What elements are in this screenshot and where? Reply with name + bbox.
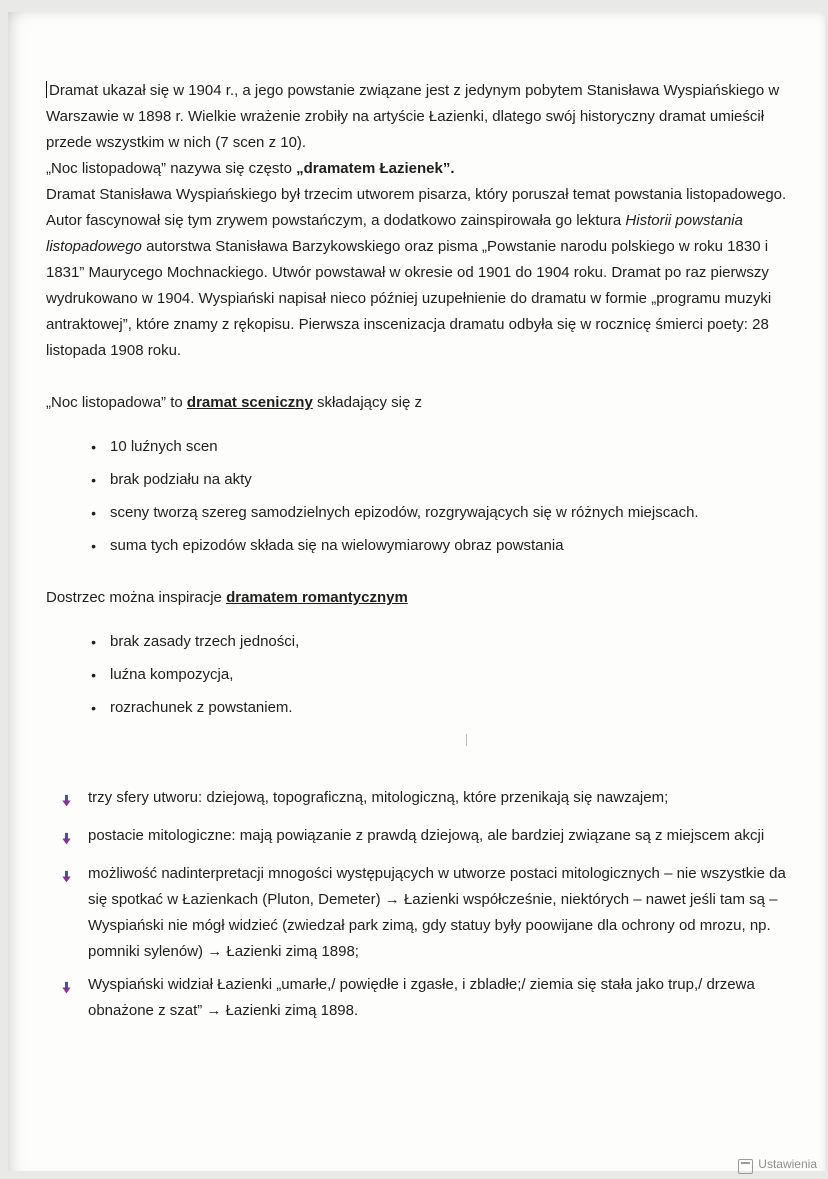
paragraph-intro [46,78,793,156]
heading-dramat-sceniczny [46,390,793,416]
list-item-text: brak podziału na akty [110,471,252,488]
list-item [46,662,793,688]
list-romantic-features [46,629,793,721]
bullet-dot-icon: • [91,505,96,521]
heading2-emphasis: dramatem romantycznym [226,589,408,606]
arrow-down-bullet-icon [46,785,88,816]
watermark-label: Ustawienia [758,1157,817,1171]
bullet-dot-icon: • [91,634,96,650]
noc-line-bold: „dramatem Łazienek”. [296,160,455,177]
heading1-emphasis: dramat sceniczny [186,394,313,411]
list-item-text: luźna kompozycja, [110,666,234,683]
list-item [46,972,793,1024]
list-item [46,629,793,655]
list-item-text: brak zasady trzech jedności, [110,633,300,650]
list-item-text: Wyspiański widział Łazienki „umarłe,/ powiędłe i zgasłe, i zbladłe;/ ziemia się stała jako trup,/ drzewa obnażone z szat” → Łazienki zimą 1898. [88,976,755,1019]
heading1-prefix: „Noc listopadowa” to [46,394,187,411]
bullet-dot-icon: • [91,472,96,488]
list-item [46,823,793,854]
list-item-text: sceny tworzą szereg samodzielnych epizodów, rozgrywających się w różnych miejscach. [110,504,699,521]
paragraph-history [46,182,793,364]
window-icon [738,1159,753,1174]
arrow-down-bullet-icon [46,972,88,1024]
list-item-text: suma tych epizodów składa się na wielowymiarowy obraz powstania [110,537,564,554]
heading-dramat-romantyczny [46,585,793,611]
list-item-text: możliwość nadinterpretacji mnogości występujących w utworze postaci mitologicznych – nie wszystkie da się spotkać w Łazienkach (Pluton, Demeter) → Łazienki współcześnie, niektórych – nawet jeśli tam są – Wyspiański nie mógł widzieć (zwiedzał park zimą, gdy statuy były poowijane dla ochrony od mrozu, np. pomniki sylenów) → Łazienki zimą 1898; [88,865,786,960]
bullet-dot-icon: • [91,439,96,455]
arrow-down-bullet-icon [46,861,88,965]
heading2-prefix: Dostrzec można inspiracje [46,589,227,606]
list-item [46,861,793,965]
scan-artifact [466,734,467,746]
list-item [46,467,793,493]
document-content [46,78,793,1031]
paragraph-history-part1: Dramat Stanisława Wyspiańskiego był trzecim utworem pisarza, który poruszał temat powstania listopadowego. Autor fascynował się tym zrywem powstańczym, a dodatkowo zainspirowała go lektura [46,186,787,229]
heading1-suffix: składający się z [312,394,423,411]
line-noc-listopadowa [46,156,793,182]
list-interpretation-notes [46,785,793,1024]
arrow-down-bullet-icon [46,823,88,854]
list-item-text: rozrachunek z powstaniem. [110,699,293,716]
list-item [46,695,793,721]
list-item [46,785,793,816]
list-item-text: postacie mitologiczne: mają powiązanie z prawdą dziejową, ale bardziej związane są z miejscem akcji [88,827,765,844]
list-item [46,434,793,460]
paragraph-history-part2: autorstwa Stanisława Barzykowskiego oraz pisma „Powstanie narodu polskiego w roku 1830 i 1831” Maurycego Mochnackiego. Utwór powstawał w okresie od 1901 do 1904 roku. Dramat po raz pierwszy wydrukowano w 1904. Wyspiański napisał nieco później uzupełnienie do dramatu w formie „programu muzyki antraktowej”, które znamy z rękopisu. Pierwsza inscenizacja dramatu odbyła się w rocznicę śmierci poety: 28 listopada 1908 roku. [46,238,772,359]
list-item-text: 10 luźnych scen [110,438,218,455]
bullet-dot-icon: • [91,700,96,716]
bullet-dot-icon: • [91,538,96,554]
list-item [46,500,793,526]
scanned-document-page [8,12,825,1171]
text-caret [46,81,47,98]
paragraph-history-italic-title: Historii powstania listopadowego [46,212,743,255]
list-item-text: trzy sfery utworu: dziejową, topograficzną, mitologiczną, które przenikają się nawzajem; [88,789,669,806]
paragraph-intro-text: Dramat ukazał się w 1904 r., a jego powstanie związane jest z jedynym pobytem Stanisława Wyspiańskiego w Warszawie w 1898 r. Wielkie wrażenie zrobiły na artyście Łazienki, dlatego swój historyczny dramat umieścił przede wszystkim w nich (7 scen z 10). [46,82,780,151]
bullet-dot-icon: • [91,667,96,683]
list-item [46,533,793,559]
noc-line-normal: „Noc listopadową” nazywa się często [46,160,297,177]
list-scenic-features [46,434,793,559]
watermark-button[interactable] [738,1157,817,1179]
